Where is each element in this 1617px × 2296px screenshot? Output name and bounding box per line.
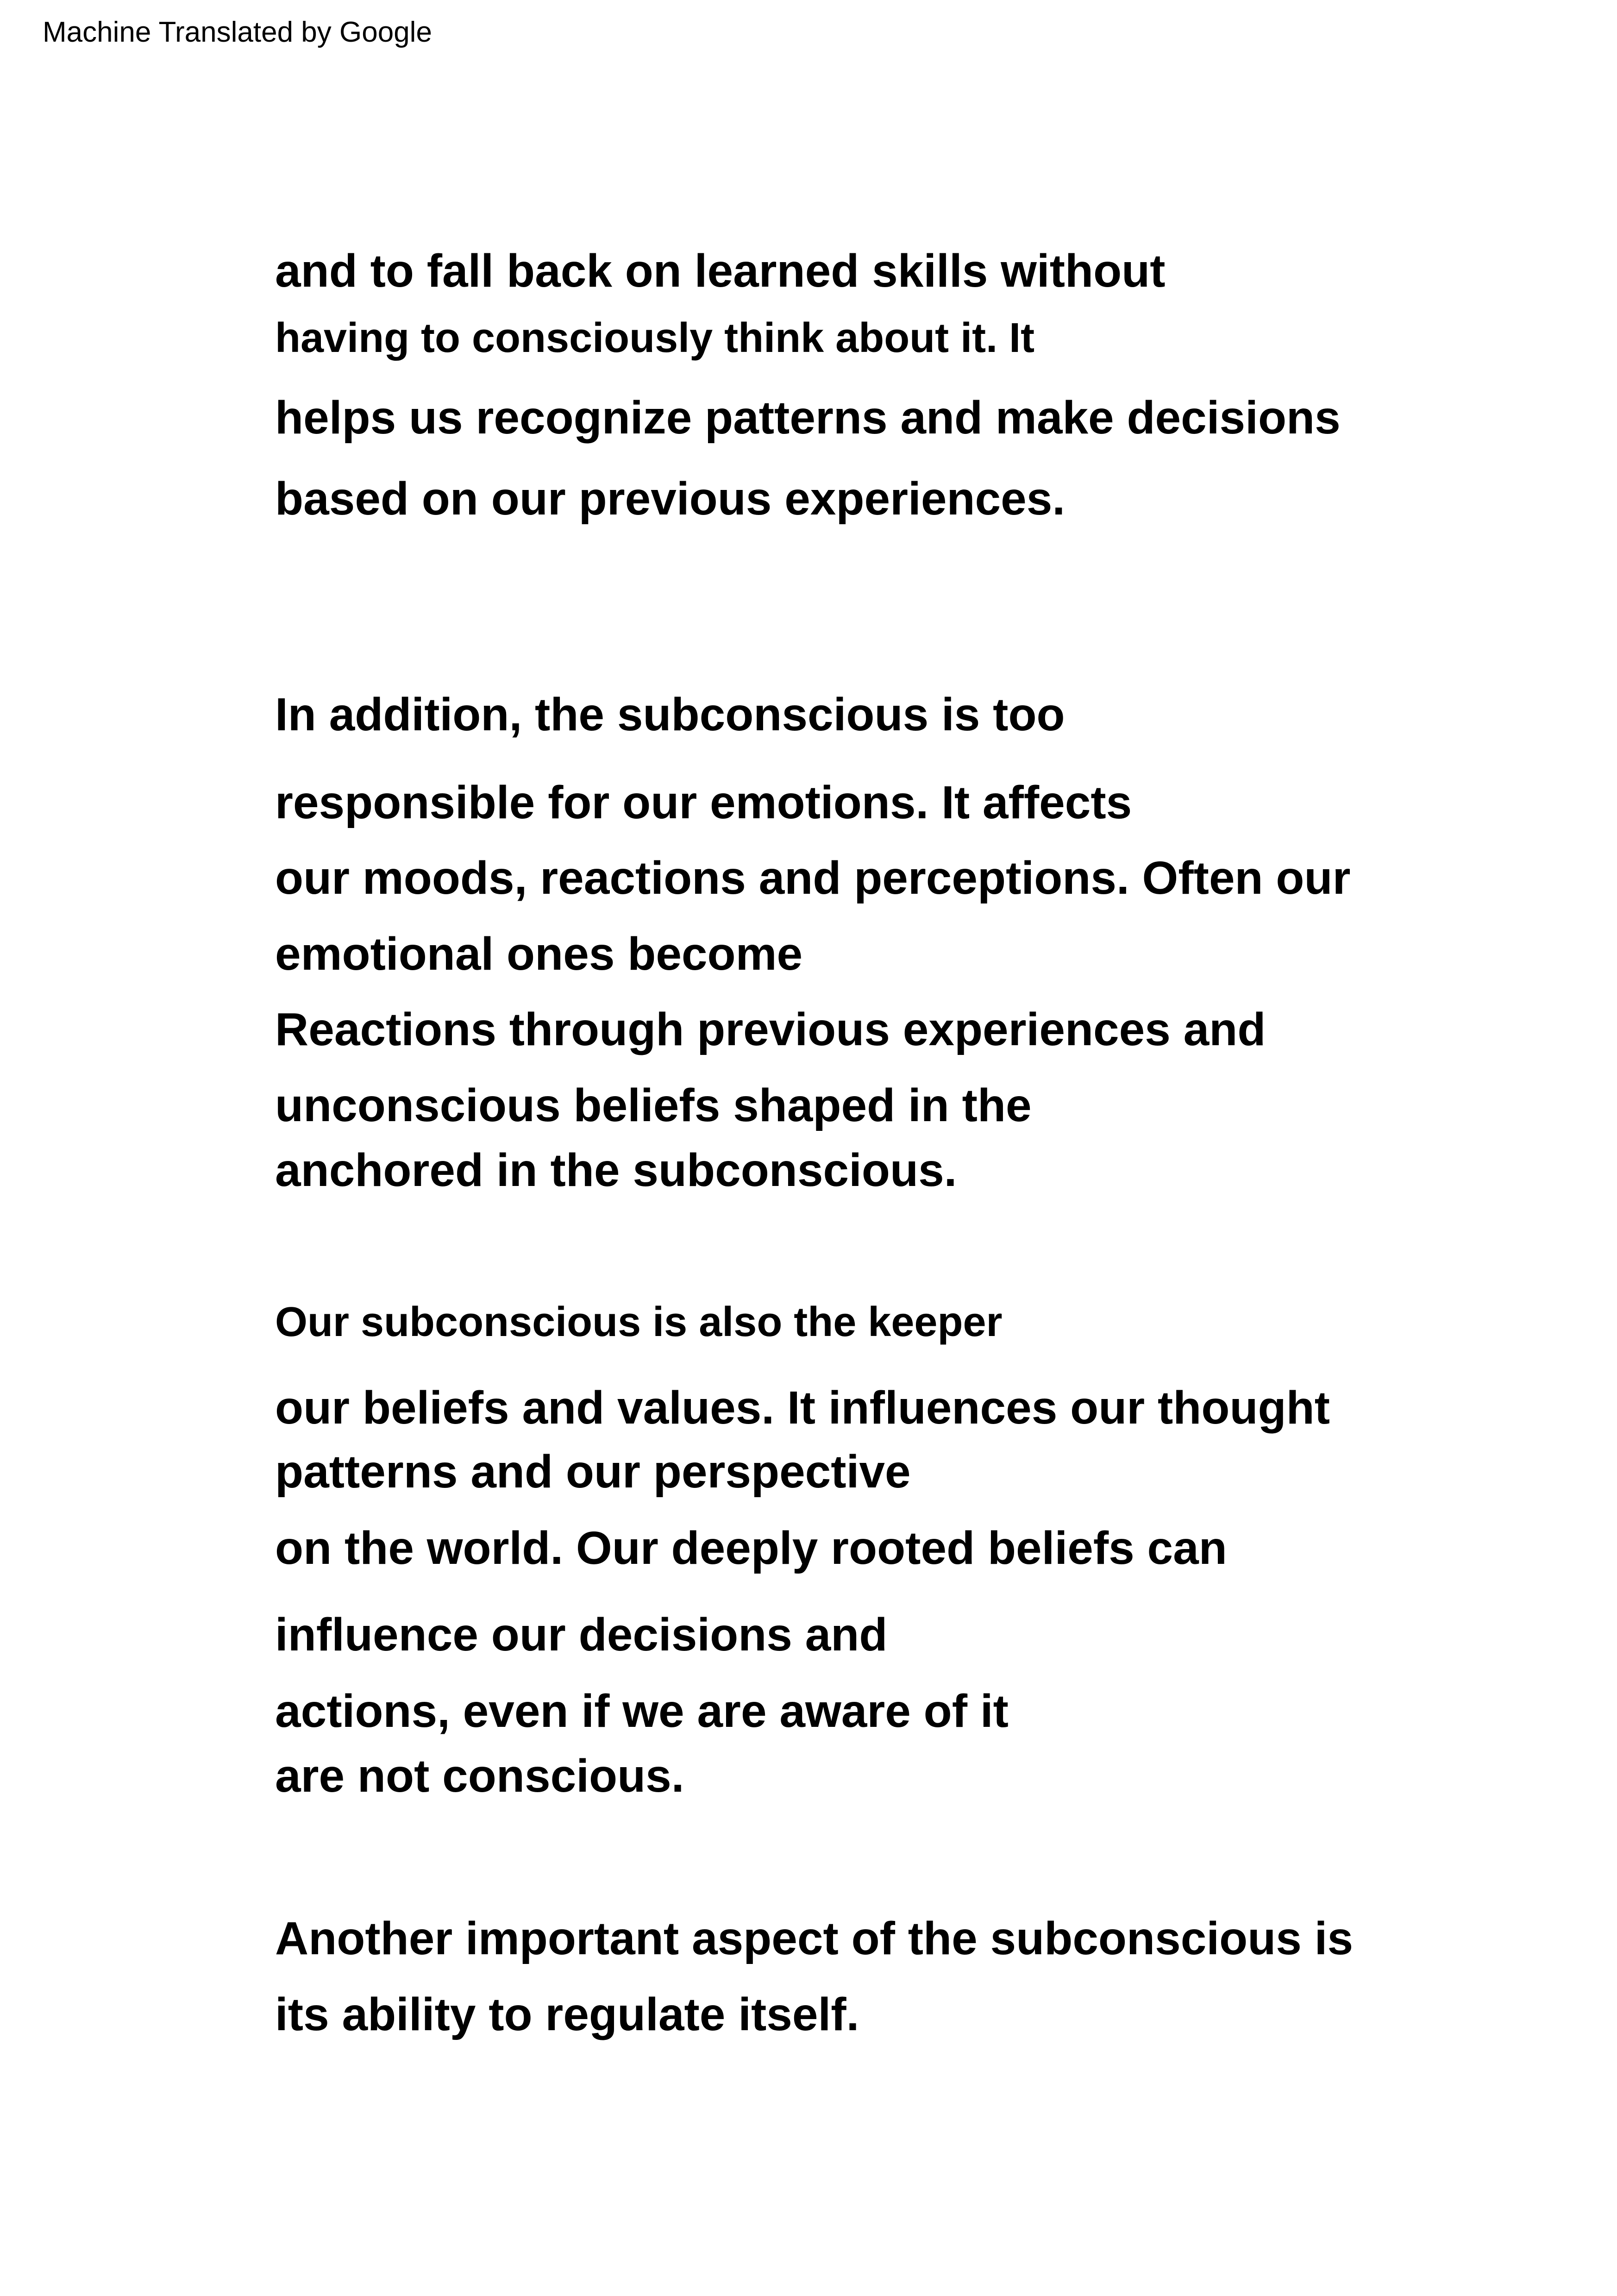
paragraph-3-line-1: Our subconscious is also the keeper: [275, 1299, 1003, 1345]
paragraph-1-line-3: helps us recognize patterns and make decisions: [275, 392, 1341, 444]
paragraph-2-line-7: anchored in the subconscious.: [275, 1144, 957, 1196]
paragraph-2-line-2: responsible for our emotions. It affects: [275, 777, 1132, 828]
paragraph-2-line-6: unconscious beliefs shaped in the: [275, 1079, 1032, 1131]
paragraph-1-line-4: based on our previous experiences.: [275, 473, 1065, 525]
paragraph-2-line-4: emotional ones become: [275, 928, 803, 980]
machine-translation-notice: Machine Translated by Google: [43, 16, 432, 48]
paragraph-4-line-2: its ability to regulate itself.: [275, 1989, 859, 2040]
paragraph-2-line-1: In addition, the subconscious is too: [275, 689, 1065, 740]
paragraph-2-line-3: our moods, reactions and perceptions. Often our: [275, 852, 1351, 904]
paragraph-1-line-2: having to consciously think about it. It: [275, 315, 1035, 361]
paragraph-3-line-3: patterns and our perspective: [275, 1446, 911, 1498]
paragraph-3-line-4: on the world. Our deeply rooted beliefs can: [275, 1522, 1227, 1574]
paragraph-2-line-5: Reactions through previous experiences and: [275, 1004, 1266, 1055]
paragraph-3-line-6: actions, even if we are aware of it: [275, 1685, 1009, 1737]
paragraph-4-line-1: Another important aspect of the subconscious is: [275, 1913, 1354, 1964]
paragraph-3-line-2: our beliefs and values. It influences our thought: [275, 1382, 1330, 1434]
paragraph-3-line-7: are not conscious.: [275, 1750, 684, 1802]
paragraph-1-line-1: and to fall back on learned skills without: [275, 245, 1166, 297]
paragraph-3-line-5: influence our decisions and: [275, 1609, 888, 1661]
